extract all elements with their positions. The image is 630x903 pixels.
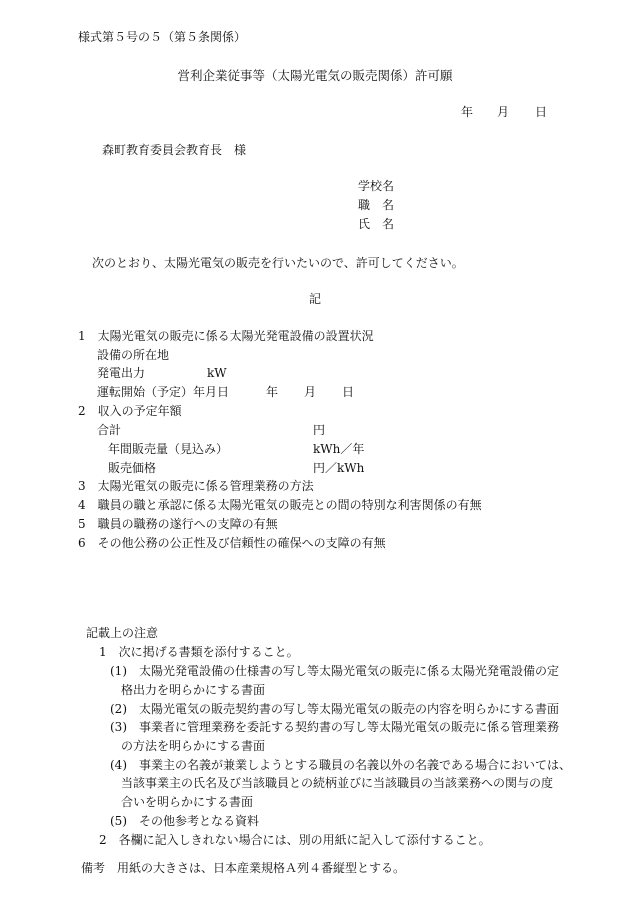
note-1-3: (3) 事業者に管理業務を委託する契約書の写し等太陽光電気の販売に係る管理業務: [110, 720, 560, 734]
form-number: 様式第５号の５（第５条関係）: [78, 30, 247, 44]
item-1-location: 設備の所在地: [97, 348, 170, 362]
name-label: 氏 名: [358, 217, 395, 231]
item-3: 3 太陽光電気の販売に係る管理業務の方法: [78, 479, 314, 493]
note-1-1-cont: 格出力を明らかにする書面: [121, 683, 266, 697]
item-2-price-unit: 円／kWh: [313, 461, 365, 475]
note-1-4-cont-2: 合いを明らかにする書面: [121, 795, 254, 809]
item-1: 1 太陽光電気の販売に係る太陽光発電設備の設置状況: [78, 329, 374, 343]
note-1-3-cont: の方法を明らかにする書面: [121, 739, 266, 753]
item-1-start-date: 運転開始（予定）年月日: [97, 385, 230, 399]
note-1-2: (2) 太陽光電気の販売契約書の写し等太陽光電気の販売の内容を明らかにする書面: [110, 702, 560, 716]
item-1-start-day: 日: [342, 385, 355, 399]
note-1: 1 次に掲げる書類を添付すること。: [99, 645, 299, 659]
addressee: 森町教育委員会教育長 様: [102, 143, 247, 157]
item-2-annual-unit: kWh／年: [313, 442, 365, 456]
date-day: 日: [535, 105, 548, 119]
date-year: 年: [461, 105, 474, 119]
item-1-output-unit: kW: [207, 366, 227, 380]
item-1-output: 発電出力: [97, 366, 146, 380]
note-1-1: (1) 太陽光発電設備の仕様書の写し等太陽光電気の販売に係る太陽光発電設備の定: [110, 664, 560, 678]
item-6: 6 その他公務の公正性及び信頼性の確保への支障の有無: [78, 536, 386, 550]
date-month: 月: [497, 105, 510, 119]
item-5: 5 職員の職務の遂行への支障の有無: [78, 517, 278, 531]
item-1-start-year: 年: [266, 385, 279, 399]
school-name-label: 学校名: [358, 179, 395, 193]
item-2: 2 収入の予定年額: [78, 404, 182, 418]
item-2-total: 合計: [97, 423, 122, 437]
item-4: 4 職員の職と承認に係る太陽光電気の販売との間の特別な利害関係の有無: [78, 498, 482, 512]
position-label: 職 名: [358, 198, 395, 212]
remark: 備考 用紙の大きさは、日本産業規格Ａ列４番縦型とする。: [81, 861, 406, 875]
item-2-annual-volume: 年間販売量（見込み）: [108, 442, 229, 456]
item-2-price: 販売価格: [108, 461, 157, 475]
item-2-total-unit: 円: [313, 423, 326, 437]
note-1-4-cont-1: 当該事業主の氏名及び当該職員との続柄並びに当該職員の当該業務への関与の度: [121, 776, 554, 790]
note-1-5: (5) その他参考となる資料: [110, 814, 259, 828]
document-title: 営利企業従事等（太陽光電気の販売関係）許可願: [177, 68, 453, 83]
note-2: 2 各欄に記入しきれない場合には、別の用紙に記入して添付すること。: [99, 833, 491, 847]
intro-text: 次のとおり、太陽光電気の販売を行いたいので、許可してください。: [92, 256, 464, 270]
ki-heading: 記: [308, 292, 321, 306]
note-1-4: (4) 事業主の名義が兼業しようとする職員の名義以外の名義である場合においては、: [110, 758, 572, 772]
item-1-start-month: 月: [304, 385, 317, 399]
notes-title: 記載上の注意: [86, 626, 159, 640]
